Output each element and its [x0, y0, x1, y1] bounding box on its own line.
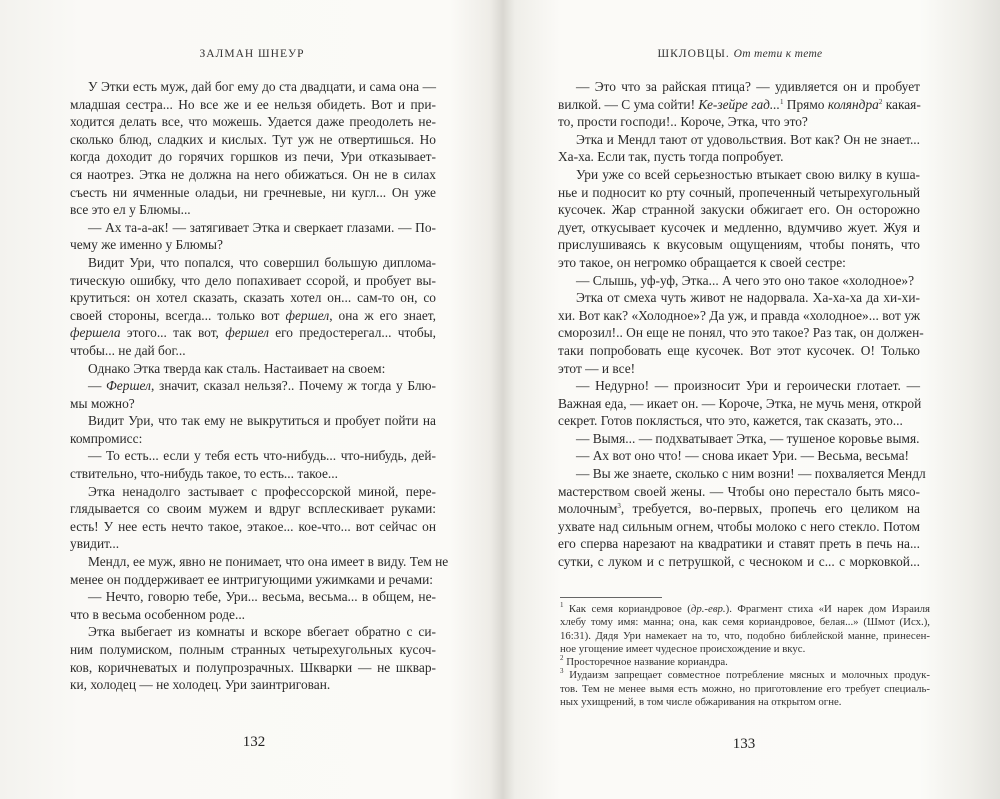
text-segment: , значит, сказал нельзя?.. Почему ж тогда у Блю- [151, 378, 436, 394]
italic-text: фершел [285, 307, 330, 323]
text-line [70, 465, 436, 483]
text-line [70, 219, 436, 237]
text-line [70, 113, 436, 131]
text-line [558, 148, 920, 166]
text-segment: Просторечное название кориандра. [563, 656, 728, 669]
text-line [558, 254, 920, 272]
text-line [70, 166, 436, 184]
text-segment: — Ах та-а-ак! — затягивает Этка и сверкает глазами. — По- [88, 219, 436, 235]
text-segment: этого... так вот, [120, 325, 226, 341]
text-line [558, 430, 920, 448]
text-line [70, 535, 436, 553]
text-line [560, 669, 930, 682]
text-segment: что в весьма особенном роде... [70, 606, 246, 622]
text-segment: какая- [882, 96, 921, 112]
text-line [558, 518, 920, 536]
right-page [500, 0, 1000, 799]
text-line [560, 603, 930, 616]
text-line [70, 272, 436, 290]
text-line [558, 113, 920, 131]
header-book-title: ШКЛОВЦЫ. [657, 48, 730, 60]
text-segment: Этка и Мендл тают от удовольствия. Вот как? Он не знает... [576, 131, 920, 147]
text-segment: этот — и все! [558, 360, 636, 376]
text-segment: хи. Вот как? «Холодное»? Да уж, и правда «холодное»... вот уж [558, 307, 920, 323]
text-line [70, 483, 436, 501]
left-page-text [70, 78, 449, 694]
page-number: 133 [732, 736, 756, 752]
text-line [560, 616, 930, 629]
text-line [558, 131, 920, 149]
text-line [70, 96, 436, 114]
text-segment: , требуется, во-первых, пропечь его целиком на [620, 501, 920, 517]
text-segment: таки попробовать еще кусочек. Вот этот кусочек. О! Только [558, 342, 920, 358]
text-segment: Иудаизм запрещает совместное потребление мясных и молочных продук- [563, 669, 930, 682]
text-segment: — Вымя... — подхватывает Этка, — тушеное коровье вымя. [576, 430, 920, 446]
text-segment: его предостерегал... чтобы, [268, 325, 437, 341]
text-segment: Как семя кориандровое ( [563, 603, 691, 615]
text-line [558, 500, 920, 518]
page-number: 132 [242, 734, 266, 750]
text-line [560, 696, 930, 709]
right-page-text [558, 78, 926, 571]
text-segment: — То есть... если у тебя есть что-нибудь... что-нибудь, дей- [88, 448, 436, 464]
text-line [560, 683, 930, 696]
text-line [558, 184, 920, 202]
text-line [558, 342, 920, 360]
text-line [558, 447, 920, 465]
text-segment: Прямо [783, 96, 828, 112]
text-segment: крутиться: он хотел сказать, сказать хотел он... сам-то он, со [70, 290, 436, 306]
text-segment: сморозил!.. Он еще не понял, что это такое? Раз так, он должен- [558, 325, 924, 341]
text-line [558, 553, 920, 571]
text-line [558, 201, 920, 219]
text-segment: своей стороны, всегда... только вот [70, 307, 286, 323]
text-line [558, 78, 920, 96]
text-line [70, 606, 436, 624]
text-line [70, 553, 449, 571]
text-line [558, 377, 920, 395]
text-segment: — Недурно! — произносит Ури и героически глотает. — [576, 378, 920, 394]
text-segment: ). Фрагмент стиха «И нарек дом Израиля [725, 603, 931, 615]
text-line [558, 360, 920, 378]
text-line [70, 641, 436, 659]
text-line [70, 78, 436, 96]
text-line [70, 588, 436, 606]
text-segment: Мендл, ее муж, явно не понимает, что она имеет в виду. Тем не [88, 554, 449, 570]
text-segment: когда доходит до горячих горшков из печи, Ури отказывает- [70, 149, 436, 165]
text-segment: Видит Ури, что так ему не выкрутиться и пробует пойти на [88, 413, 436, 429]
italic-text: Ке-зейре гад... [698, 96, 780, 112]
text-segment: Этка выбегает из комнаты и вскоре вбегает обратно с си- [88, 624, 436, 640]
running-header-author: ЗАЛМАН ШНЕУР [199, 48, 305, 60]
text-segment: — Нечто, говорю тебе, Ури... весьма, весьма... в общем, не- [88, 589, 436, 605]
text-segment: ся наотрез. Этка не должна на него обижаться. Он не в силах [70, 166, 436, 182]
text-line [70, 377, 436, 395]
text-segment: ное угощение имеет чудесное происхождение и вкус. [560, 642, 806, 655]
text-segment: секрет. Готов поклясться, что это, кажется, так сказать, это... [558, 413, 903, 429]
text-line [558, 535, 920, 553]
text-segment: его сперва нарезают на квадратики и ставят преть в печь на... [558, 536, 920, 552]
text-line [70, 571, 436, 589]
text-segment: Ури уже со всей серьезностью втыкает свою вилку в куша- [576, 166, 920, 182]
text-line [70, 254, 436, 272]
text-segment: Однако Этка тверда как сталь. Настаивает на своем: [88, 360, 386, 376]
text-segment: менее он поддерживает ее интригующими ужимками и речами: [70, 571, 434, 587]
text-segment: ствительно, что-нибудь такое, то есть... такое... [70, 466, 338, 482]
text-segment: — Слышь, уф-уф, Этка... А чего это оно такое «холодное»? [576, 272, 915, 288]
text-line [70, 184, 436, 202]
italic-text: др.-евр. [690, 603, 726, 615]
text-segment: ухвате над сильным огнем, чтобы молоко с него стекло. Потом [558, 518, 920, 534]
text-line [558, 307, 920, 325]
footnote-marker: 1 [560, 601, 564, 609]
text-segment: чтобы... не дай бог... [70, 342, 186, 358]
text-segment: 16:31). Дядя Ури намекает на то, что, подобно библейской манне, принесен- [560, 629, 930, 642]
italic-text: фершела [70, 325, 121, 341]
text-segment: — Вы же знаете, сколько с ним возни! — похваляется Мендл [576, 466, 926, 482]
text-segment: мы можно? [70, 395, 135, 411]
text-segment: сутки, с луком и с петрушкой, с чесноком и с... с морковкой... [558, 554, 920, 570]
text-line [558, 236, 920, 254]
text-segment: компромисс: [70, 430, 143, 446]
text-segment: есть! У нее есть нечто такое, этакое... кое-что... вот сейчас он [70, 518, 436, 534]
text-segment: кусочек. Жар странной закуски обжигает его. Он осторожно [558, 202, 920, 218]
italic-text: Фершел [106, 378, 151, 394]
text-line [558, 465, 926, 483]
text-segment: вилкой. — С ума сойти! [558, 96, 699, 112]
text-segment: нье и подносит ко рту сочный, пропеченный четырехугольный [558, 184, 920, 200]
text-segment: ним полумиском, полным странных четырехугольных кусоч- [70, 642, 436, 657]
text-line [70, 395, 436, 413]
text-line [70, 500, 436, 518]
text-line [70, 289, 436, 307]
text-segment: Этка ненадолго застывает с профессорской миной, пере- [88, 483, 436, 499]
text-line [558, 96, 920, 114]
text-segment: чему же именно у Блюмы? [70, 237, 223, 253]
text-segment: ходится делать все, что можешь. Удается даже преодолеть не- [70, 114, 436, 130]
text-line [558, 219, 920, 237]
footnote-marker: 1 [779, 97, 784, 106]
text-line [558, 289, 920, 307]
text-line [560, 656, 930, 669]
text-segment: сколько блюд, сладких и кислых. Тут уж не отвертишься. Но [70, 131, 436, 147]
text-line [558, 166, 920, 184]
text-segment: ных ухищрений, в том числе обжаривания на открытом огне. [560, 696, 842, 709]
text-line [70, 659, 436, 677]
text-line [70, 236, 436, 254]
text-line [70, 430, 436, 448]
text-segment: увидит... [70, 536, 120, 552]
text-segment: — Это что за райская птица? — удивляется он и пробует [576, 79, 920, 94]
text-segment: ков, коричневатых и полупрозрачных. Шкварки — не шквар- [70, 659, 436, 675]
text-line [70, 447, 436, 465]
text-segment: — [88, 378, 107, 394]
text-line [70, 307, 436, 325]
text-segment: прислушиваясь к вкусовым ощущениям, чтобы понять, что [558, 237, 920, 253]
text-line [558, 412, 920, 430]
text-line [560, 630, 930, 643]
text-line [558, 272, 920, 290]
text-line [70, 324, 436, 342]
header-story-title: От тети к тете [733, 48, 823, 60]
text-segment: , она ж его знает, [329, 307, 436, 323]
text-line [70, 676, 436, 694]
running-header-title [658, 48, 823, 60]
footnote-separator [560, 597, 662, 598]
text-line [70, 412, 436, 430]
text-segment: хлебу тому имя: манна; она, как семя кориандровое, белая...» (Шмот (Исх.), [560, 616, 930, 629]
text-line [558, 395, 920, 413]
footnote-marker: 2 [560, 654, 564, 663]
text-segment: Этка от смеха чуть живот не надорвала. Ха-ха-ха да хи-хи- [576, 290, 920, 306]
text-line [558, 324, 924, 342]
text-segment: ки, холодец — не холодец. Ури заинтригован. [70, 677, 331, 693]
text-segment: младшая сестра... Но все же и ее нельзя обидеть. Вот и при- [70, 96, 436, 112]
text-line [70, 518, 436, 536]
text-line [70, 131, 436, 149]
text-segment: это такое, он негромко обращается к своей сестре: [558, 254, 846, 270]
text-line [70, 148, 436, 166]
text-segment: дует, откусывает кусочек и медленно, вдумчиво жует. Жуя и [558, 219, 920, 235]
text-line [70, 360, 436, 378]
italic-text: фершел [225, 325, 269, 341]
text-segment: У Этки есть муж, дай бог ему до ста двадцати, и сама она — [88, 79, 436, 94]
italic-text: коляндра [827, 96, 879, 112]
text-segment: молочным [558, 501, 618, 517]
text-segment: все это ел у Блюмы... [70, 202, 191, 218]
text-segment: Важная еда, — икает он. — Короче, Этка, не мучь меня, открой [558, 395, 922, 411]
text-line [70, 201, 436, 219]
text-segment: тов. Тем не менее вымя есть можно, но приготовление его требует специаль- [560, 682, 930, 695]
footnote-marker: 2 [878, 97, 883, 106]
text-segment: съесть ни ячменные оладьи, ни гречневые, ни кугл... Он уже [70, 184, 436, 200]
text-segment: мастерством своей жены. — Чтобы оно перестало быть мясо- [558, 483, 920, 499]
text-segment: — Ах вот оно что! — снова икает Ури. — Весьма, весьма! [576, 448, 909, 464]
text-segment: то, прости господи!.. Короче, Этка, что это? [558, 114, 808, 130]
text-segment: Видит Ури, что попался, что совершил большую диплома- [88, 254, 436, 270]
footnote-marker: 3 [560, 667, 564, 676]
text-segment: тическую ошибку, что дело попахивает ссорой, и пробует вы- [70, 272, 436, 288]
footnote-marker: 3 [617, 502, 621, 511]
footnotes [560, 603, 930, 709]
text-line [70, 342, 436, 360]
text-segment: глядывается со своим мужем и вдруг всплескивает руками: [70, 501, 436, 517]
text-line [70, 623, 436, 641]
text-line [560, 643, 930, 656]
text-segment: Ха-ха. Если так, пусть тогда попробует. [558, 149, 784, 165]
text-line [558, 483, 920, 501]
